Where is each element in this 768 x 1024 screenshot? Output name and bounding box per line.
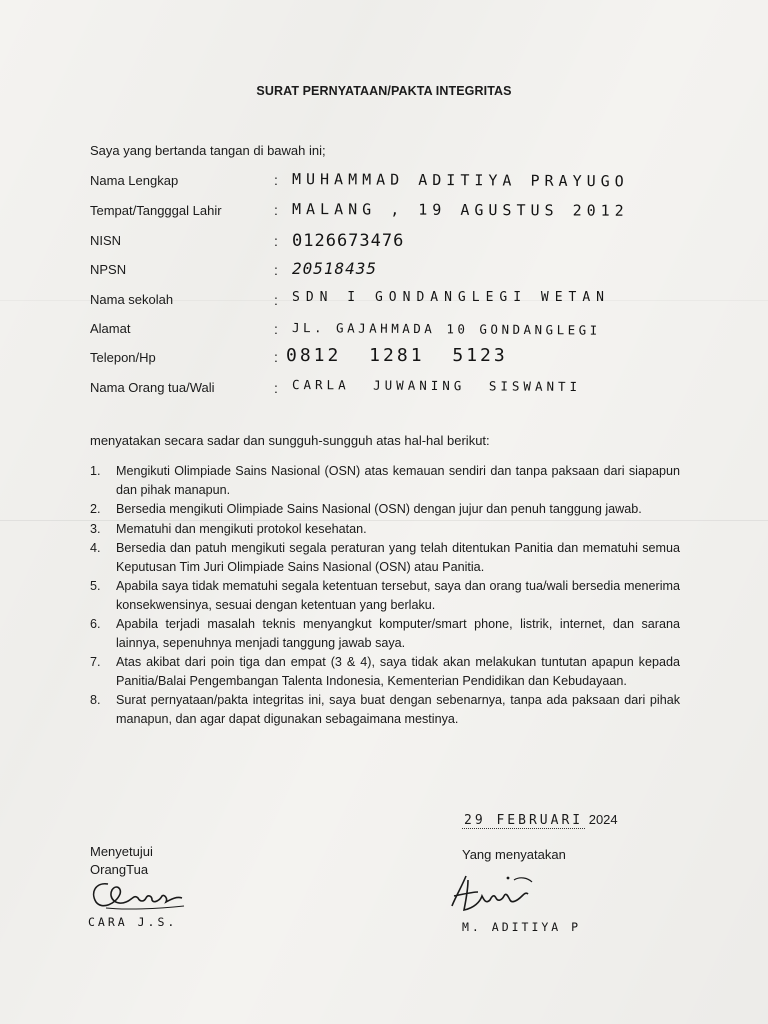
- field-value-alamat: JL. GAJAHMADA 10 GONDANGLEGI: [291, 320, 601, 338]
- list-item: [90, 653, 680, 690]
- statement-points: [90, 462, 680, 729]
- list-item: [90, 462, 680, 499]
- list-item: [90, 577, 680, 614]
- approver-block: [90, 843, 153, 879]
- field-colon: :: [274, 233, 278, 249]
- field-label-ttl: Tempat/Tangggal Lahir: [90, 203, 222, 218]
- signing-date: [462, 812, 618, 828]
- approver-label: Menyetujui: [90, 844, 153, 859]
- field-value-wali: CARLA JUWANING SISWANTI: [291, 377, 582, 395]
- point-number: 7.: [90, 655, 101, 669]
- field-colon: :: [274, 202, 278, 218]
- date-handwritten: 29 FEBRUARI: [464, 813, 584, 828]
- statement-text: menyatakan secara sadar dan sungguh-sungguh atas hal-hal berikut:: [90, 433, 490, 448]
- field-colon: :: [274, 172, 278, 188]
- point-text: Atas akibat dari poin tiga dan empat (3 & 4), saya tidak akan melakukan tuntutan apapun kepada Panitia/Balai Pengembangan Talenta Indonesia, Kementerian Pendidikan dan Kebudayaan.: [116, 655, 680, 688]
- point-text: Bersedia dan patuh mengikuti segala peraturan yang telah ditentukan Panitia dan mematuhi semua Keputusan Tim Juri Olimpiade Sains Nasional (OSN) atau Panitia.: [116, 541, 680, 574]
- field-value-npsn: 20518435: [292, 259, 378, 278]
- field-value-sekolah: SDN I GONDANGLEGI WETAN: [292, 290, 611, 305]
- field-value-telepon: 0812 1281 5123: [286, 345, 508, 366]
- field-label-nisn: NISN: [90, 233, 122, 248]
- field-value-nama: MUHAMMAD ADITIYA PRAYUGO: [291, 170, 629, 191]
- point-number: 5.: [90, 579, 101, 593]
- field-colon: :: [274, 349, 278, 365]
- student-signature: [448, 870, 558, 920]
- field-label-nama: Nama Lengkap: [90, 173, 179, 188]
- field-label-npsn: NPSN: [90, 262, 127, 277]
- field-value-nisn: 0126673476: [292, 231, 405, 251]
- point-text: Apabila saya tidak mematuhi segala ketentuan tersebut, saya dan orang tua/wali bersedia menerima konsekwensinya, sesuai dengan ketentuan yang berlaku.: [116, 579, 680, 612]
- list-item: [90, 520, 680, 539]
- point-number: 3.: [90, 521, 101, 536]
- point-number: 4.: [90, 541, 101, 555]
- intro-text: Saya yang bertanda tangan di bawah ini;: [90, 143, 326, 158]
- field-label-sekolah: Nama sekolah: [90, 292, 174, 307]
- document-title: SURAT PERNYATAAN/PAKTA INTEGRITAS: [256, 84, 512, 98]
- field-label-wali: Nama Orang tua/Wali: [90, 380, 215, 395]
- approver-role: OrangTua: [90, 862, 149, 877]
- parent-signature: [86, 876, 196, 916]
- point-number: 8.: [90, 693, 101, 707]
- student-name: M. ADITIYA P: [462, 920, 582, 934]
- field-colon: :: [274, 321, 278, 337]
- list-item: [90, 615, 680, 652]
- field-colon: :: [274, 262, 278, 278]
- point-number: 2.: [90, 502, 101, 516]
- field-label-telepon: Telepon/Hp: [90, 350, 156, 365]
- field-colon: :: [274, 380, 278, 396]
- field-label-alamat: Alamat: [90, 321, 131, 336]
- point-text: Mengikuti Olimpiade Sains Nasional (OSN) atas kemauan sendiri dan tanpa paksaan dari siapapun dan pihak manapun.: [116, 464, 680, 497]
- point-text: Bersedia mengikuti Olimpiade Sains Nasional (OSN) dengan jujur dan penuh tanggung jawab.: [116, 502, 642, 516]
- point-number: 6.: [90, 617, 101, 631]
- point-text: Surat pernyataan/pakta integritas ini, saya buat dengan sebenarnya, tanpa ada paksaan dari pihak manapun, dan agar dapat digunakan sebagaimana mestinya.: [116, 693, 680, 726]
- list-item: [90, 691, 680, 728]
- list-item: [90, 500, 680, 519]
- date-year: 2024: [588, 812, 618, 827]
- point-text: Apabila terjadi masalah teknis menyangkut komputer/smart phone, listrik, internet, dan sarana lainnya, sepenuhnya menjadi tanggung jawab saya.: [116, 617, 680, 650]
- declarer-label: Yang menyatakan: [462, 847, 566, 862]
- parent-name: CARA J.S.: [88, 915, 178, 929]
- field-colon: :: [274, 292, 278, 308]
- field-value-ttl: MALANG , 19 AGUSTUS 2012: [291, 200, 629, 220]
- list-item: [90, 539, 680, 576]
- point-number: 1.: [90, 464, 101, 478]
- point-text: Mematuhi dan mengikuti protokol kesehatan.: [116, 521, 367, 536]
